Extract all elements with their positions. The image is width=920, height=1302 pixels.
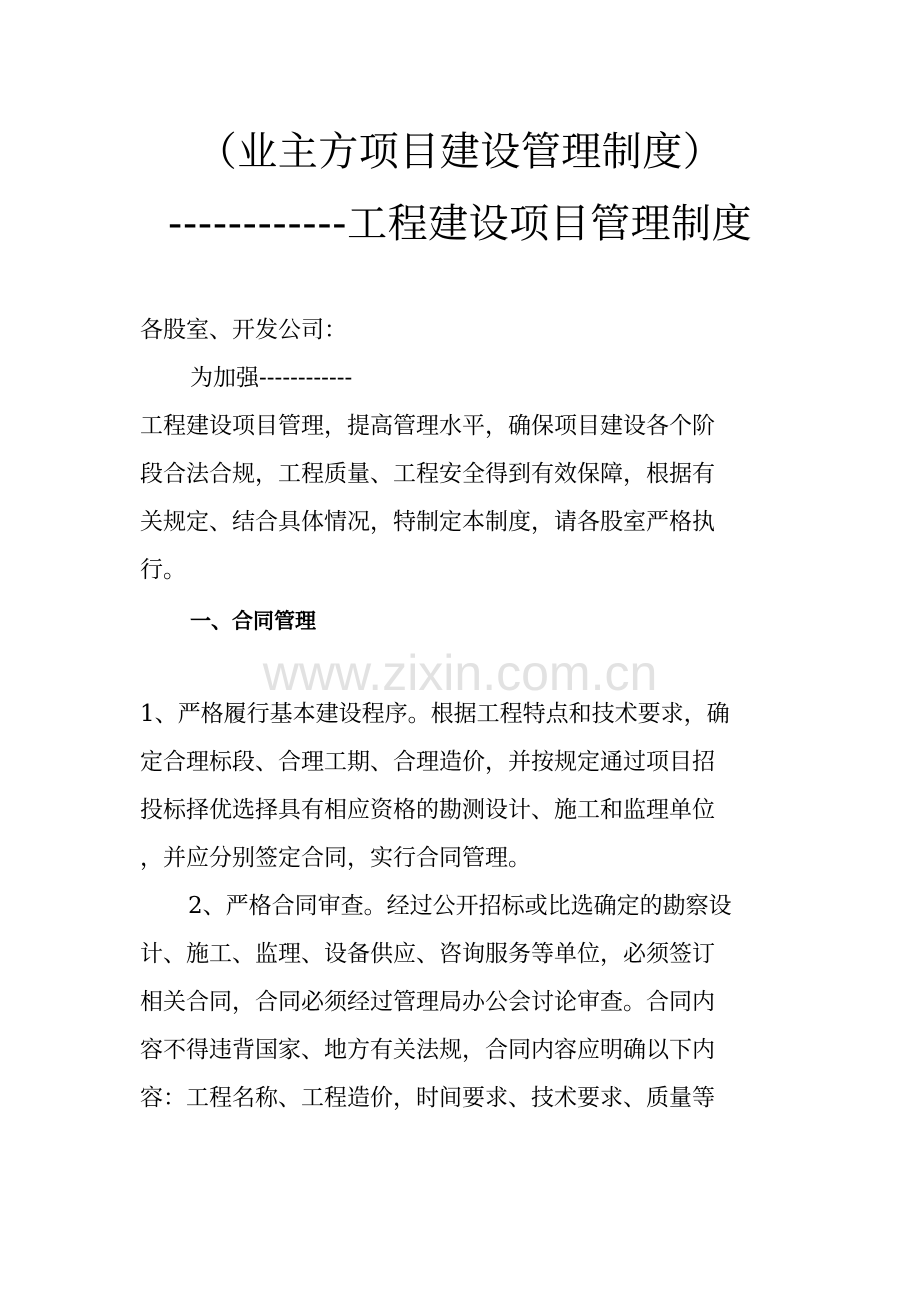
clause-1-paragraph [140, 690, 780, 882]
intro-line: 段合法合规，工程质量、工程安全得到有效保障，根据有 [140, 461, 715, 487]
intro-line: 工程建设项目管理，提高管理水平，确保项目建设各个阶 [140, 413, 715, 439]
clause-2-line: 2、严格合同审查。经过公开招标或比选确定的勘察设 [188, 893, 732, 919]
intro-line: 行。 [140, 557, 186, 583]
intro-line: 关规定、结合具体情况，特制定本制度，请各股室严格执 [140, 509, 715, 535]
intro-prefix: 为加强------------ [190, 365, 353, 391]
document-title: （业主方项目建设管理制度） [196, 129, 724, 175]
clause-2-line: 计、施工、监理、设备供应、咨询服务等单位，必须签订 [140, 941, 715, 967]
clause-1-line: ，并应分别签定合同，实行合同管理。 [140, 845, 531, 871]
section-heading-contract: 一、合同管理 [190, 609, 316, 633]
clause-2-line: 容：工程名称、工程造价，时间要求、技术要求、质量等 [140, 1085, 715, 1111]
clause-1-line: 定合理标段、合理工期、合理造价，并按规定通过项目招 [140, 749, 715, 775]
watermark-text: www.zixin.com.cn [262, 645, 658, 701]
clause-1-line: 1、严格履行基本建设程序。根据工程特点和技术要求，确 [140, 701, 730, 727]
clause-2-line: 相关合同，合同必须经过管理局办公会讨论审查。合同内 [140, 989, 715, 1015]
clause-2-line: 容不得违背国家、地方有关法规，合同内容应明确以下内 [140, 1037, 715, 1063]
greeting-line: 各股室、开发公司： [140, 317, 347, 343]
document-subtitle: ------------工程建设项目管理制度 [167, 201, 753, 247]
intro-paragraph [140, 402, 780, 594]
clause-1-line: 投标择优选择具有相应资格的勘测设计、施工和监理单位 [140, 797, 715, 823]
clause-2-paragraph [140, 882, 780, 1122]
